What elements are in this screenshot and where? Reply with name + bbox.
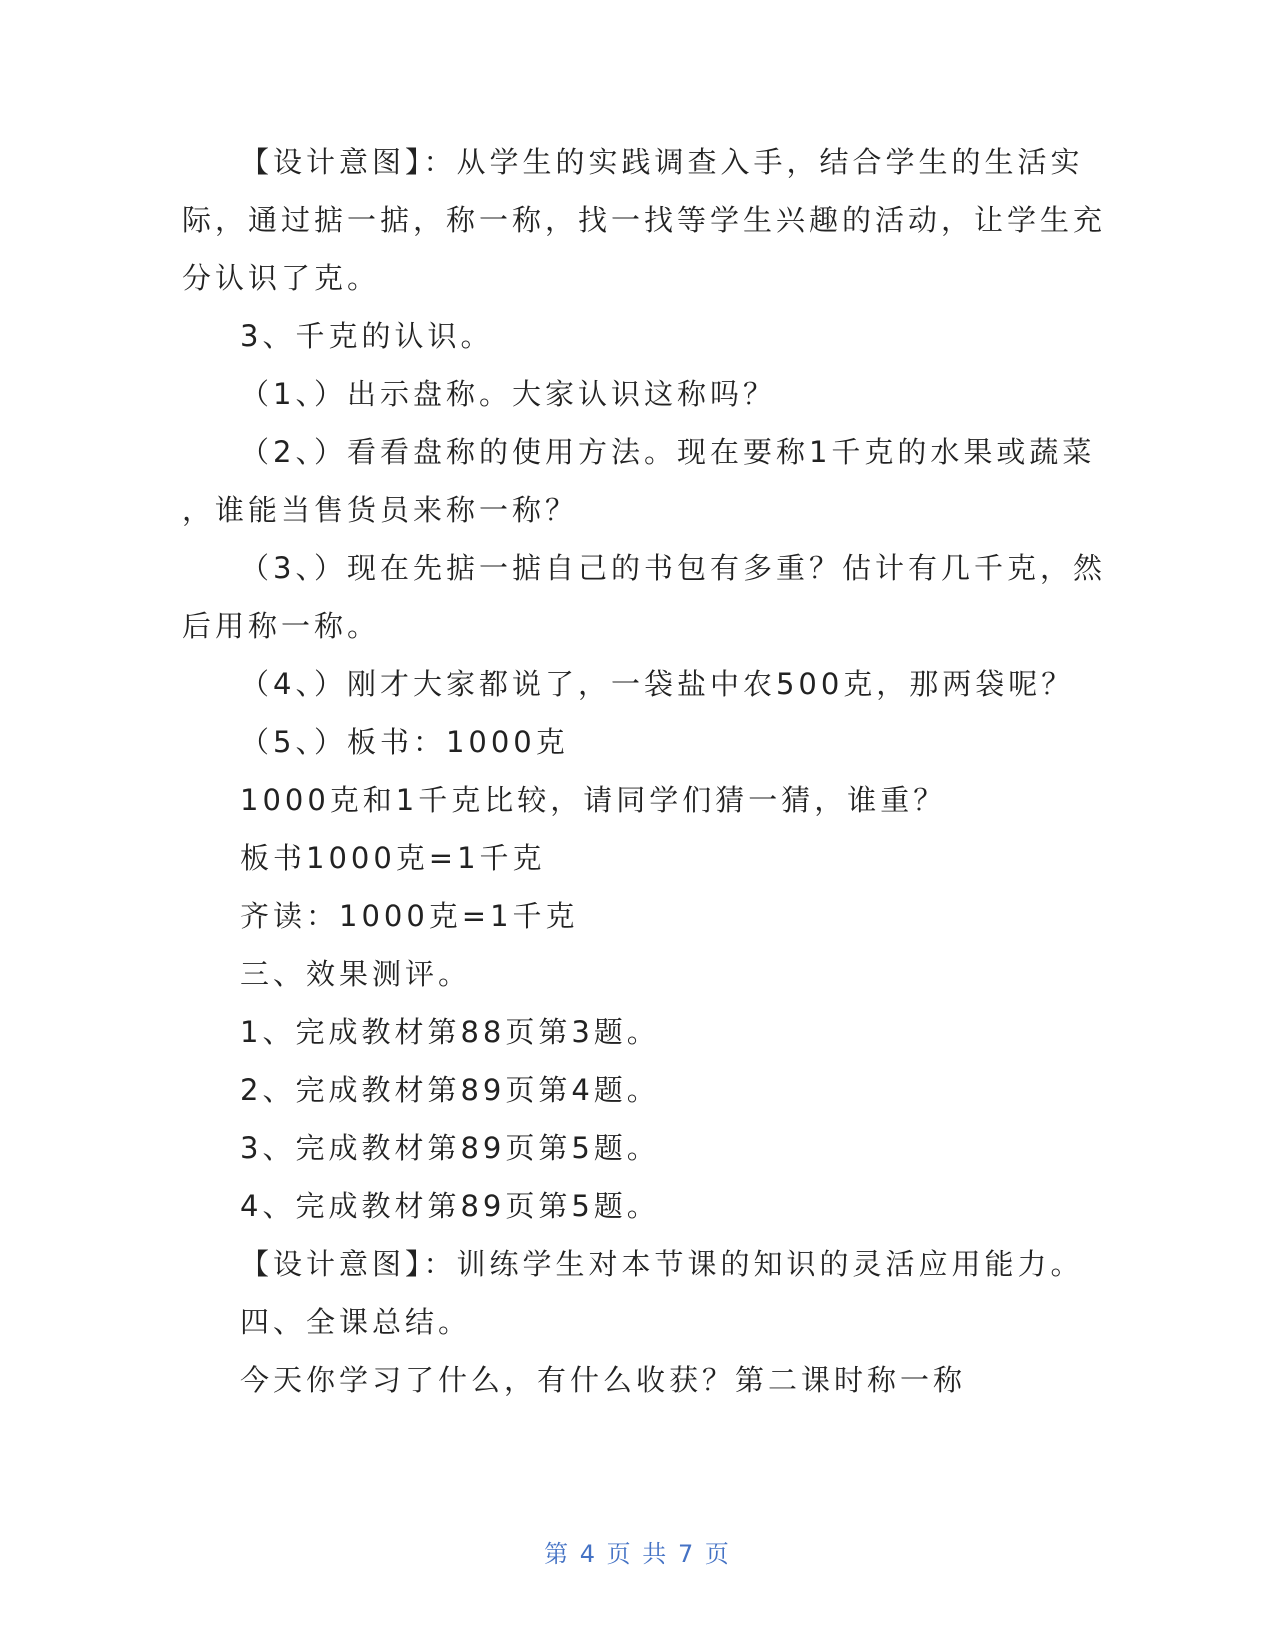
design-intent-training-line: 【设计意图】：训练学生对本节课的知识的灵活应用能力。 [240, 1247, 1084, 1281]
board-note-line: 板书1000克=1千克 [240, 841, 546, 875]
step-2-line-2: ，谁能当售货员来称一称？ [182, 493, 579, 527]
page-number-footer: 第 4 页 共 7 页 [544, 1540, 731, 1568]
step-3-line-2: 后用称一称。 [182, 609, 381, 643]
read-aloud-line: 齐读：1000克=1千克 [240, 899, 579, 933]
exercise-item-1: 1、完成教材第88页第3题。 [240, 1015, 660, 1049]
section-heading-summary: 四、全课总结。 [240, 1305, 472, 1339]
step-2-line-1: （2、）看看盘称的使用方法。现在要称1千克的水果或蔬菜 [240, 435, 1096, 469]
design-intent-paragraph-line-3: 分认识了克。 [182, 261, 381, 295]
step-5-line: （5、）板书：1000克 [240, 725, 569, 759]
summary-question-line: 今天你学习了什么，有什么收获？第二课时称一称 [240, 1363, 967, 1397]
section-heading-assessment: 三、效果测评。 [240, 957, 472, 991]
exercise-item-3: 3、完成教材第89页第5题。 [240, 1131, 660, 1165]
step-4-line: （4、）刚才大家都说了，一袋盐中农500克，那两袋呢？ [240, 667, 1075, 701]
exercise-item-4: 4、完成教材第89页第5题。 [240, 1189, 660, 1223]
design-intent-paragraph-line-2: 际，通过掂一掂，称一称，找一找等学生兴趣的活动，让学生充 [182, 203, 1107, 237]
section-heading-kilogram: 3、千克的认识。 [240, 319, 494, 353]
exercise-item-2: 2、完成教材第89页第4题。 [240, 1073, 660, 1107]
step-1-line: （1、）出示盘称。大家认识这称吗？ [240, 377, 776, 411]
design-intent-paragraph-line-1: 【设计意图】：从学生的实践调查入手，结合学生的生活实 [240, 145, 1084, 179]
compare-line: 1000克和1千克比较，请同学们猜一猜，谁重？ [240, 783, 947, 817]
step-3-line-1: （3、）现在先掂一掂自己的书包有多重？估计有几千克，然 [240, 551, 1106, 585]
